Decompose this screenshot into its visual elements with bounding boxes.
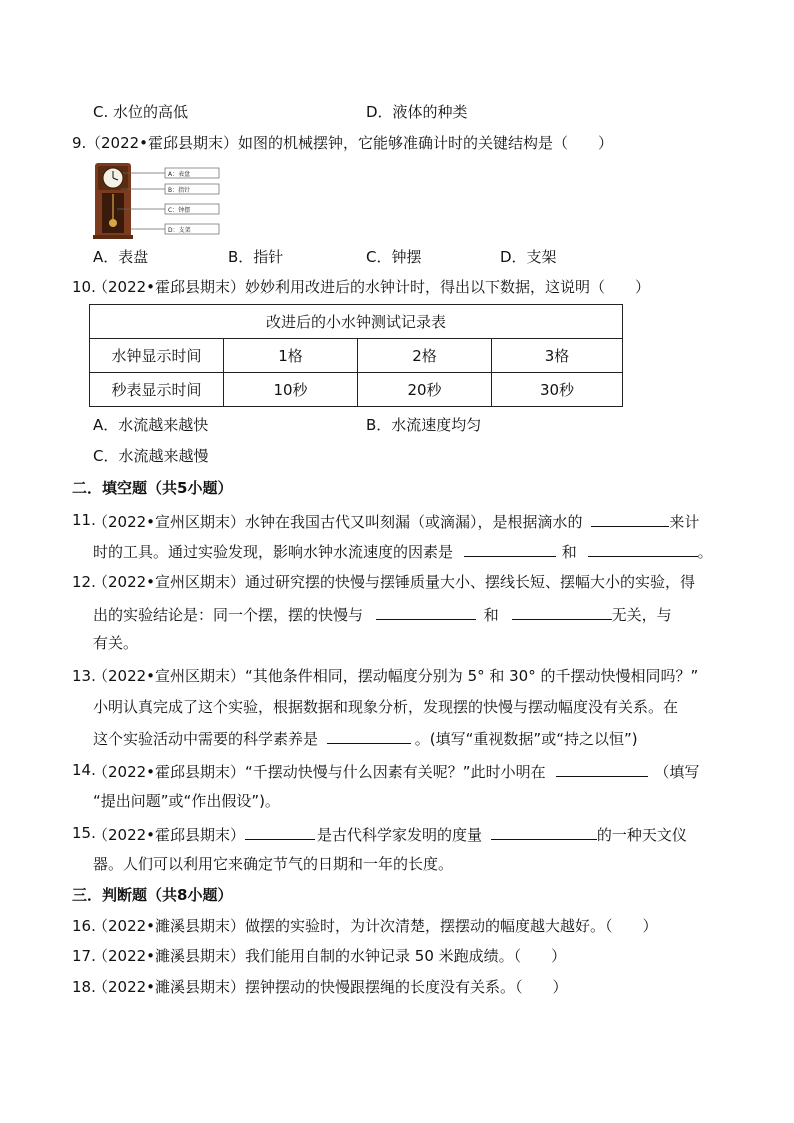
table-cell: 20秒 — [358, 373, 492, 407]
q15-number: 15. — [72, 824, 96, 842]
q14-text: （2022•霍邱县期末）“千摆动快慢与什么因素有关呢？”此时小明在 — [93, 763, 546, 781]
q10-option-c: C．水流越来越慢 — [93, 447, 209, 465]
q15-text: （2022•霍邱县期末） — [93, 826, 246, 844]
q11-line1 — [93, 510, 699, 532]
q14-line2: “提出问题”或“作出假设”)。 — [93, 792, 280, 810]
fig-label-a: A：表盘 — [168, 171, 191, 178]
q8-option-c: C. 水位的高低 — [93, 103, 189, 121]
q14-text: （填写 — [654, 763, 700, 781]
q16-text: （2022•濉溪县期末）做摆的实验时，为计次清楚，摆摆动的幅度越大越好。（ ） — [93, 917, 658, 935]
q15-text: 的一种天文仪 — [596, 826, 687, 844]
q18-number: 18. — [72, 978, 96, 996]
pendulum-clock-icon — [93, 163, 223, 239]
q12-blank-2[interactable] — [512, 603, 612, 620]
q14-number: 14. — [72, 761, 96, 779]
q13-line2: 小明认真完成了这个实验，根据数据和现象分析，发现摆的快慢与摆动幅度没有关系。在 — [93, 698, 679, 716]
q11-text: 和 — [561, 543, 577, 561]
table-cell: 1格 — [224, 339, 358, 373]
q16-number: 16. — [72, 917, 96, 935]
q12-line1: （2022•宣州区期末）通过研究摆的快慢与摆锤质量大小、摆线长短、摆幅大小的实验，得 — [93, 573, 696, 591]
q17-text: （2022•濉溪县期末）我们能用自制的水钟记录 50 米跑成绩。（ ） — [93, 947, 567, 965]
table-row — [90, 339, 623, 373]
q15-line1 — [93, 823, 687, 845]
q13-blank-1[interactable] — [327, 727, 411, 744]
fig-label-c: C：钟摆 — [168, 207, 191, 214]
record-table — [89, 304, 623, 407]
q13-text: 这个实验活动中需要的科学素养是 — [93, 730, 319, 748]
q9-option-b: B．指针 — [228, 248, 284, 266]
q9-stem: （2022•霍邱县期末）如图的机械摆钟，它能够准确计时的关键结构是（ ） — [86, 134, 614, 152]
q14-blank-1[interactable] — [556, 760, 648, 777]
q11-blank-1[interactable] — [591, 510, 669, 527]
section-heading-fill-blank: 二．填空题（共5小题） — [72, 479, 233, 497]
table-cell: 3格 — [492, 339, 623, 373]
table-cell: 10秒 — [224, 373, 358, 407]
q11-text: 来计 — [669, 513, 700, 531]
q11-blank-3[interactable] — [588, 540, 698, 557]
q10-number: 10. — [72, 278, 96, 296]
q9-option-d: D．支架 — [500, 248, 557, 266]
pendulum-clock-figure — [93, 163, 223, 239]
q11-blank-2[interactable] — [464, 540, 556, 557]
q15-text: 是古代科学家发明的度量 — [317, 826, 483, 844]
q12-line2 — [93, 603, 672, 625]
q12-text: 出的实验结论是：同一个摆，摆的快慢与 — [93, 606, 364, 624]
table-cell: 2格 — [358, 339, 492, 373]
q10-option-b: B．水流速度均匀 — [366, 416, 482, 434]
q13-text: 。(填写“重视数据”或“持之以恒”) — [414, 730, 638, 748]
section-heading-true-false: 三．判断题（共8小题） — [72, 886, 233, 904]
q18-text: （2022•濉溪县期末）摆钟摆动的快慢跟摆绳的长度没有关系。（ ） — [93, 978, 568, 996]
q15-blank-2[interactable] — [491, 823, 597, 840]
table-title: 改进后的小水钟测试记录表 — [90, 305, 623, 339]
q13-number: 13. — [72, 667, 96, 685]
q12-number: 12. — [72, 573, 96, 591]
q9-option-c: C．钟摆 — [366, 248, 422, 266]
q9-number: 9. — [72, 134, 87, 152]
q12-line3: 有关。 — [93, 634, 139, 652]
q8-option-d: D．液体的种类 — [366, 103, 468, 121]
table-cell: 水钟显示时间 — [90, 339, 224, 373]
q12-text: 无关，与 — [611, 606, 672, 624]
q13-line3 — [93, 727, 638, 749]
q11-text: 。 — [697, 543, 713, 561]
q15-line2: 器。人们可以利用它来确定节气的日期和一年的长度。 — [93, 855, 454, 873]
q9-option-a: A．表盘 — [93, 248, 149, 266]
q11-number: 11. — [72, 511, 96, 529]
q11-text: 时的工具。通过实验发现，影响水钟水流速度的因素是 — [93, 543, 454, 561]
fig-label-b: B：指针 — [168, 187, 191, 194]
table-row — [90, 373, 623, 407]
q11-text: （2022•宣州区期末）水钟在我国古代又叫刻漏（或滴漏），是根据滴水的 — [93, 513, 583, 531]
q10-option-a: A．水流越来越快 — [93, 416, 209, 434]
q11-line2 — [93, 540, 713, 562]
q12-blank-1[interactable] — [376, 603, 476, 620]
table-cell: 秒表显示时间 — [90, 373, 224, 407]
table-cell: 30秒 — [492, 373, 623, 407]
q13-line1: （2022•宣州区期末）“其他条件相同，摆动幅度分别为 5° 和 30° 的千摆动快慢相同吗？” — [93, 667, 699, 685]
q12-text: 和 — [483, 606, 499, 624]
q10-stem: （2022•霍邱县期末）妙妙利用改进后的水钟计时，得出以下数据，这说明（ ） — [93, 278, 651, 296]
fig-label-d: D：支架 — [168, 227, 191, 234]
q15-blank-1[interactable] — [245, 823, 315, 840]
q17-number: 17. — [72, 947, 96, 965]
q14-line1 — [93, 760, 699, 782]
